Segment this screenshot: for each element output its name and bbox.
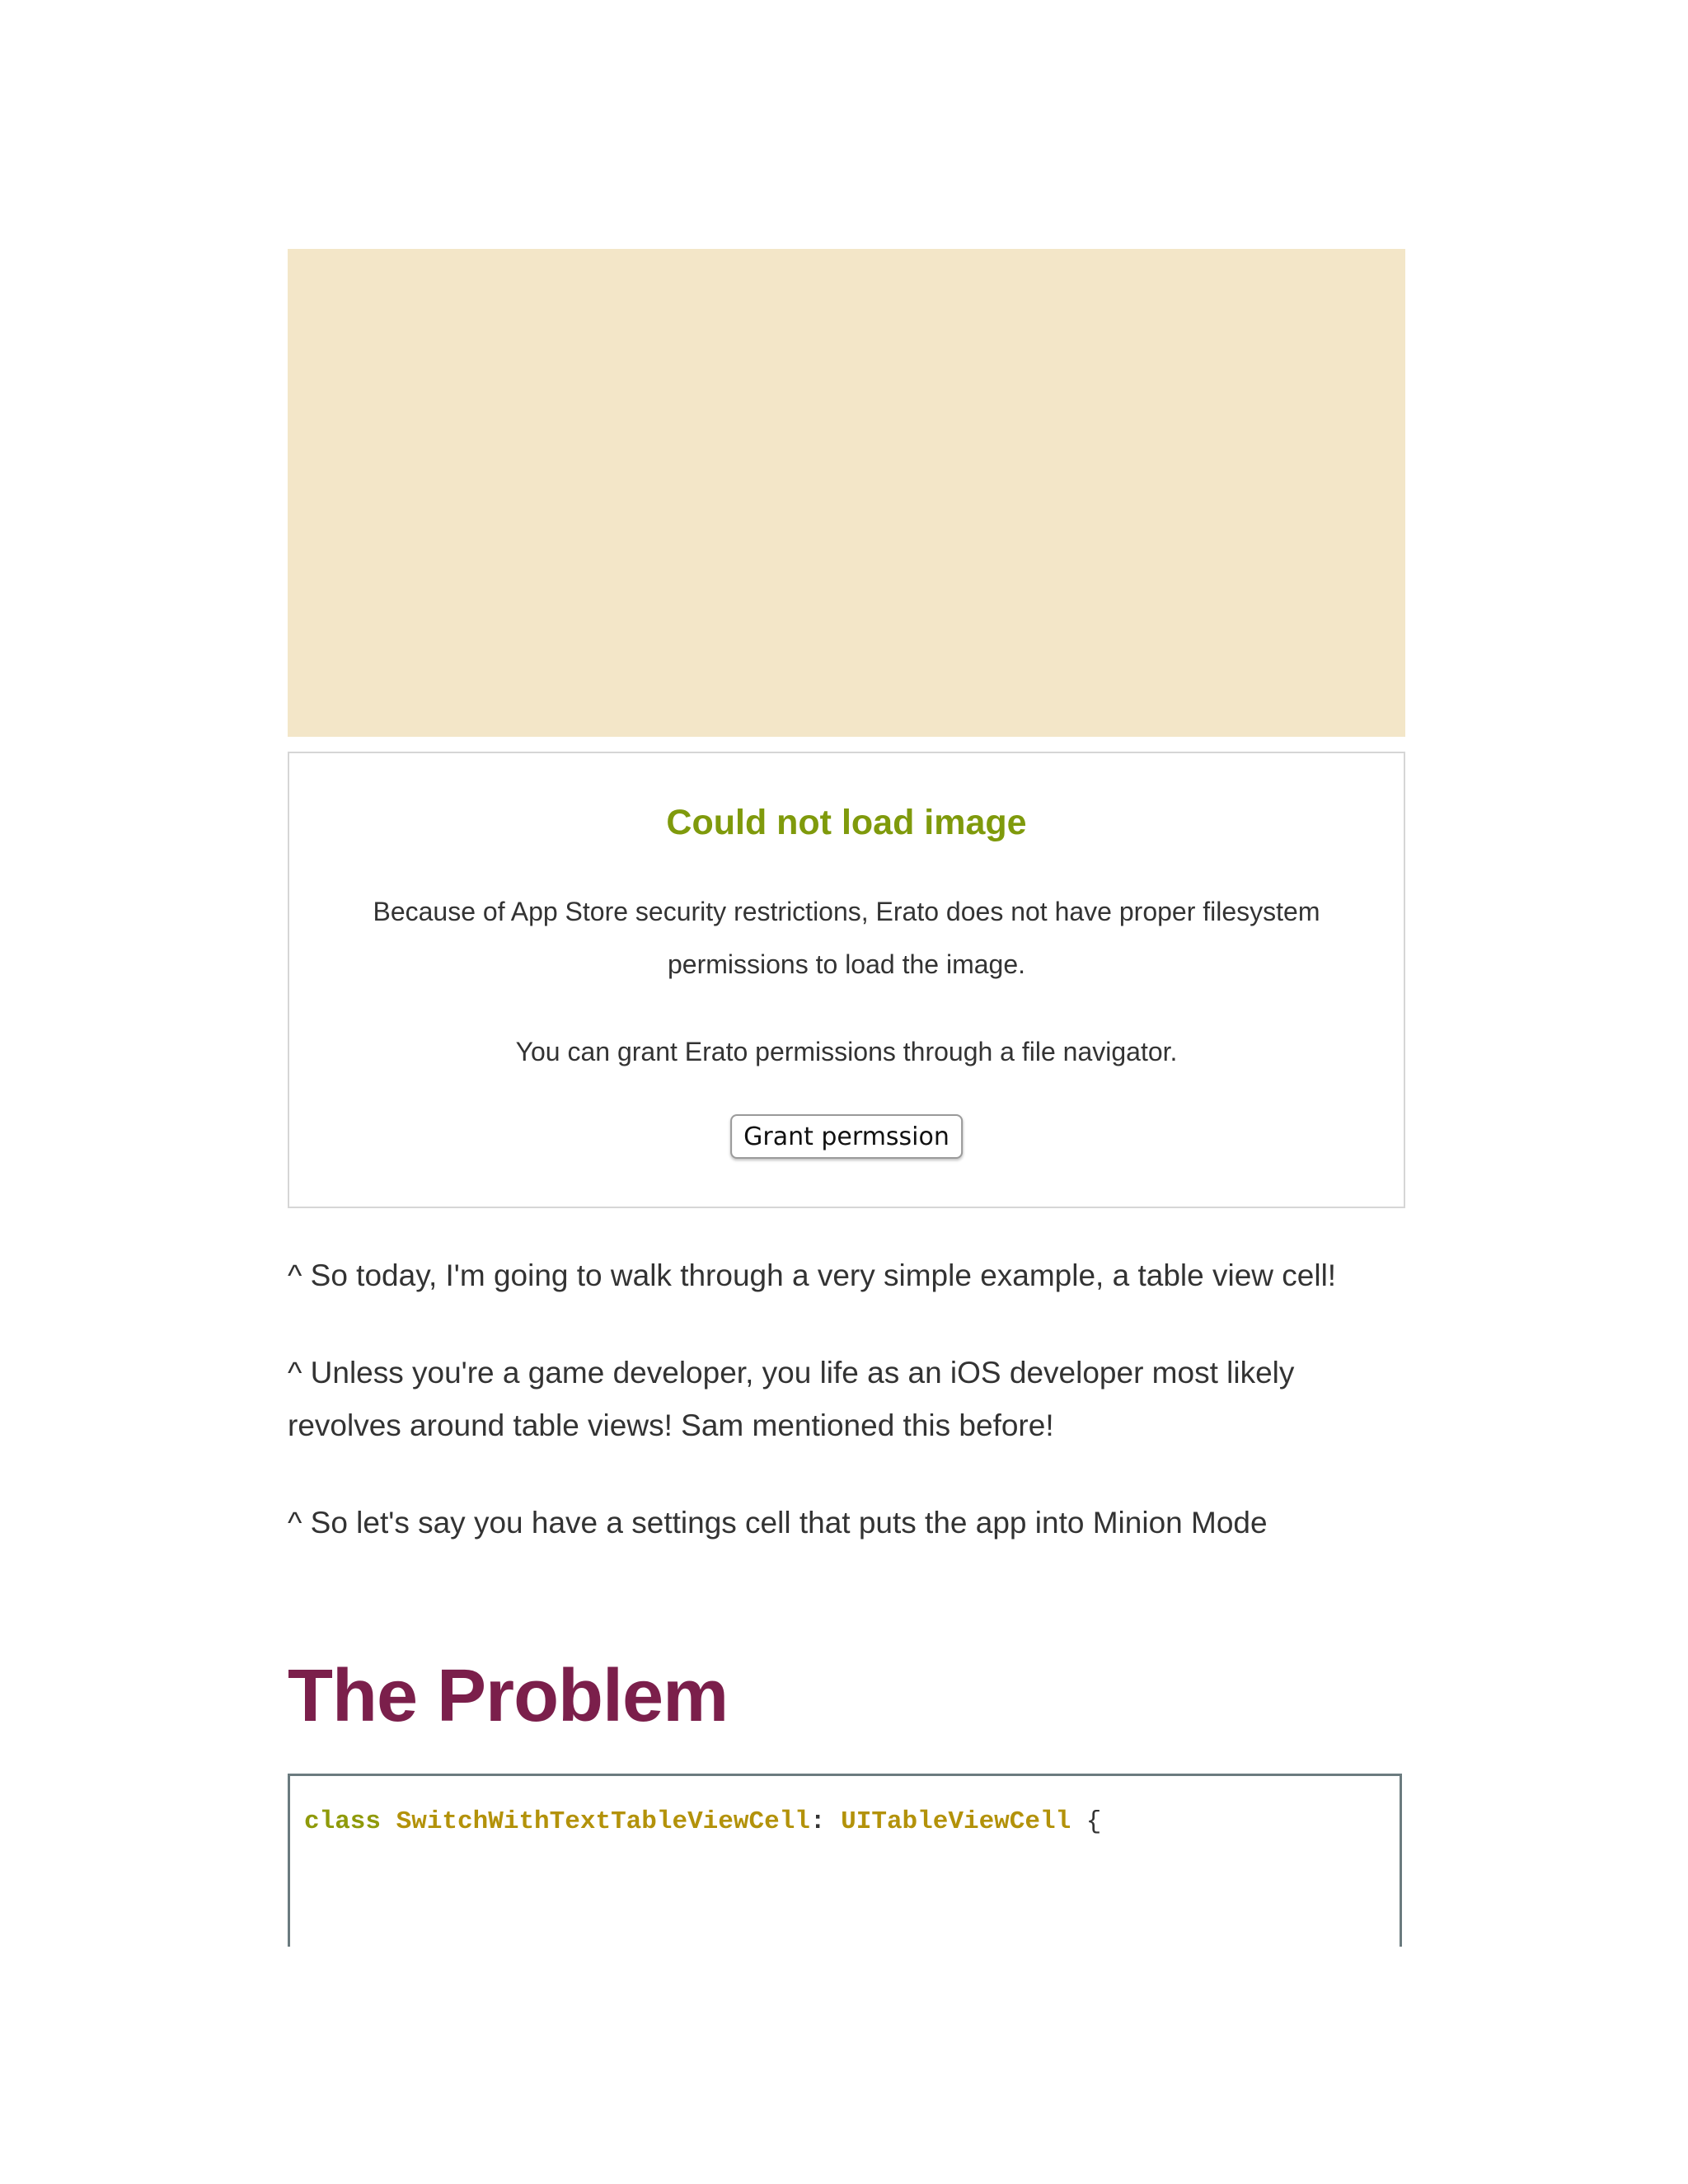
image-placeholder xyxy=(288,249,1405,737)
code-block xyxy=(288,1774,1402,1947)
paragraph: ^ Unless you're a game developer, you life as an iOS developer most likely revolves around table views! Sam mentioned this before! xyxy=(288,1356,1295,1442)
code-superclass: UITableViewCell xyxy=(841,1807,1071,1836)
code-colon: : xyxy=(809,1807,826,1836)
error-message: Because of App Store security restrictions, Erato does not have proper filesystem permissions to load the image. xyxy=(373,897,1320,979)
section-heading: The Problem xyxy=(288,1655,729,1737)
error-title: Could not load image xyxy=(666,803,1027,842)
code-class-name: SwitchWithTextTableViewCell xyxy=(396,1807,810,1836)
grant-permission-button[interactable]: Grant permssion xyxy=(730,1114,963,1159)
code-keyword: class xyxy=(304,1807,382,1836)
paragraph: ^ So let's say you have a settings cell that puts the app into Minion Mode xyxy=(288,1506,1268,1540)
document-content xyxy=(288,249,1405,1836)
code-line xyxy=(304,1807,1101,1836)
image-error-box xyxy=(288,752,1405,1208)
code-brace: { xyxy=(1085,1807,1102,1836)
error-hint: You can grant Erato permissions through a file navigator. xyxy=(515,1037,1178,1066)
paragraph: ^ So today, I'm going to walk through a very simple example, a table view cell! xyxy=(288,1258,1337,1292)
